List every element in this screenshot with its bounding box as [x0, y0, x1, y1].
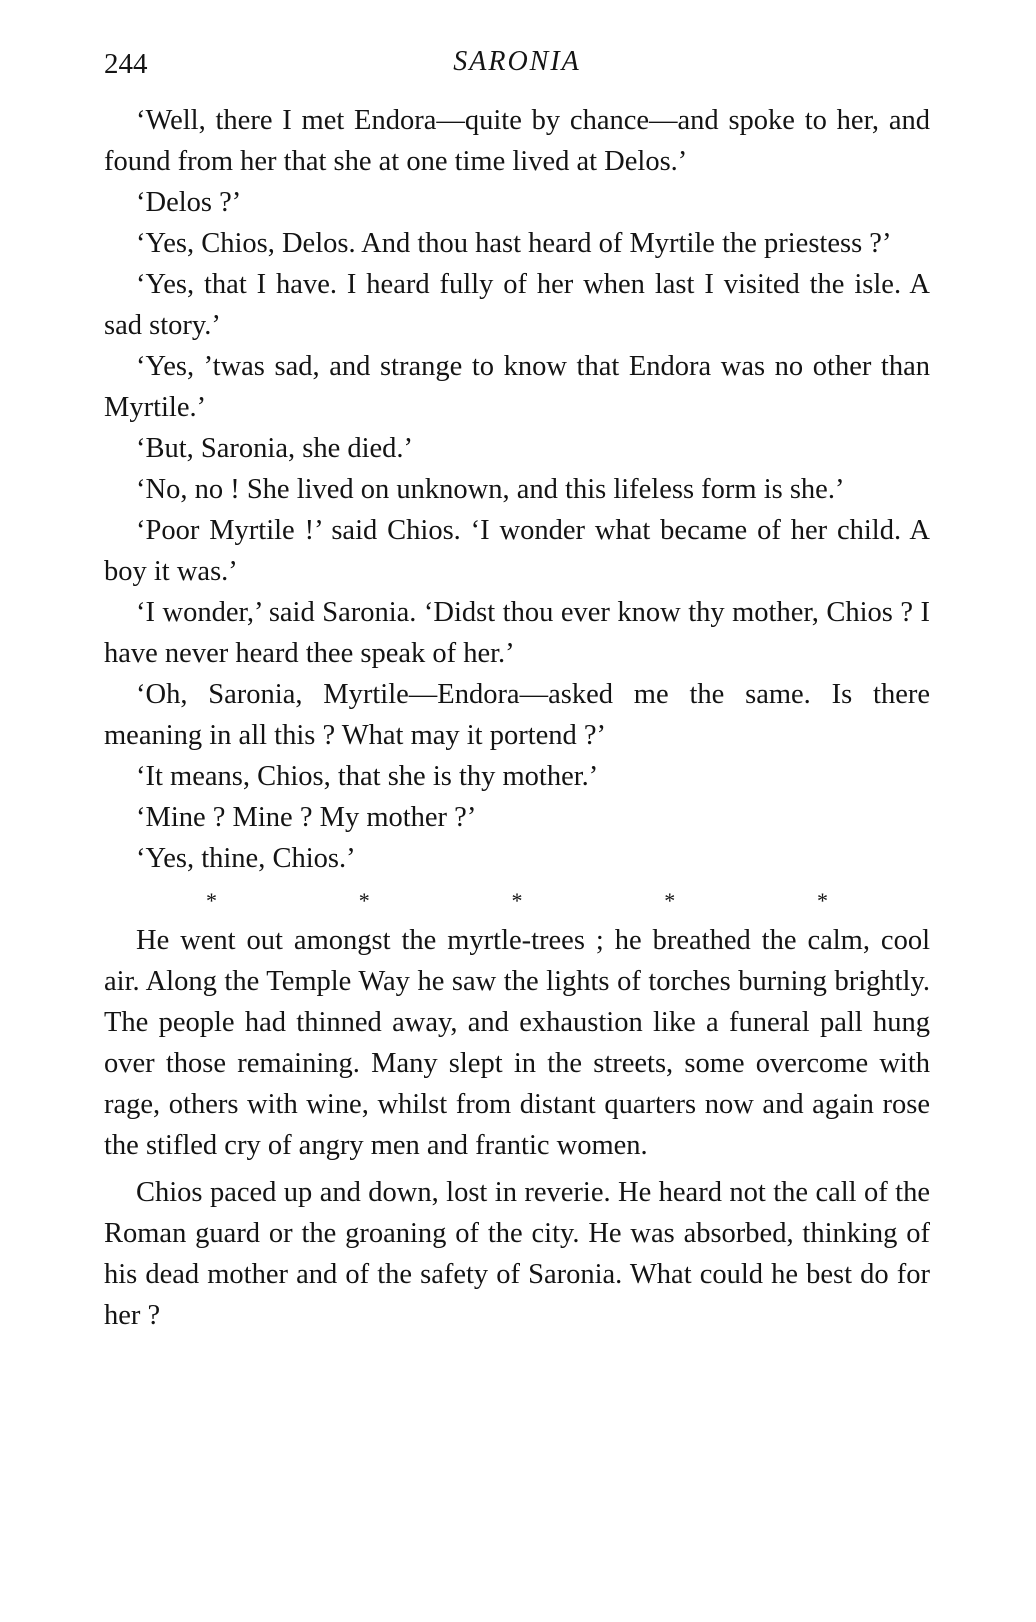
- section-break-star: *: [664, 888, 676, 913]
- page-number: 244: [104, 48, 148, 80]
- dialogue-paragraph: ‘Yes, ’twas sad, and strange to know that Endora was no other than Myrtile.’: [104, 351, 930, 423]
- dialogue-paragraph: ‘It means, Chios, that she is thy mother.’: [136, 761, 599, 792]
- page-header: [104, 40, 930, 84]
- section-break-star: *: [511, 888, 523, 913]
- dialogue-paragraph: ‘Mine ? Mine ? My mother ?’: [136, 802, 477, 833]
- section-break-star: *: [358, 888, 370, 913]
- dialogue-paragraph: ‘Yes, that I have. I heard fully of her when last I visited the isle. A sad story.’: [104, 269, 930, 341]
- dialogue-paragraph: ‘Yes, thine, Chios.’: [136, 843, 356, 874]
- section-break: [104, 879, 930, 920]
- section-break-star: *: [206, 888, 217, 913]
- dialogue-paragraph: ‘Delos ?’: [136, 187, 242, 218]
- running-title: SARONIA: [453, 46, 581, 77]
- page-body: [104, 100, 930, 1336]
- section-break-star: *: [817, 888, 828, 913]
- dialogue-paragraph: ‘But, Saronia, she died.’: [136, 433, 414, 464]
- narrative-paragraph: He went out amongst the myrtle-trees ; he breathed the calm, cool air. Along the Temple Way he saw the lights of torches burning brightly. The people had thinned away, and exhaustion like a funeral pall hung over those remaining. Many slept in the streets, some overcome with rage, others with wine, whilst from distant quarters now and again rose the stifled cry of angry men and frantic women.: [104, 925, 930, 1161]
- dialogue-paragraph: ‘Oh, Saronia, Myrtile—Endora—asked me the same. Is there meaning in all this ? What may it portend ?’: [104, 679, 930, 751]
- narrative-paragraph: Chios paced up and down, lost in reverie. He heard not the call of the Roman guard or the groaning of the city. He was absorbed, thinking of his dead mother and of the safety of Saronia. What could he best do for her ?: [104, 1177, 930, 1331]
- dialogue-paragraph: ‘Well, there I met Endora—quite by chance—and spoke to her, and found from her that she at one time lived at Delos.’: [104, 105, 930, 177]
- dialogue-paragraph: ‘I wonder,’ said Saronia. ‘Didst thou ever know thy mother, Chios ? I have never heard thee speak of her.’: [104, 597, 930, 669]
- dialogue-paragraph: ‘Poor Myrtile !’ said Chios. ‘I wonder what became of her child. A boy it was.’: [104, 515, 930, 587]
- dialogue-paragraph: ‘Yes, Chios, Delos. And thou hast heard of Myrtile the priestess ?’: [136, 228, 892, 259]
- dialogue-paragraph: ‘No, no ! She lived on unknown, and this lifeless form is she.’: [136, 474, 845, 505]
